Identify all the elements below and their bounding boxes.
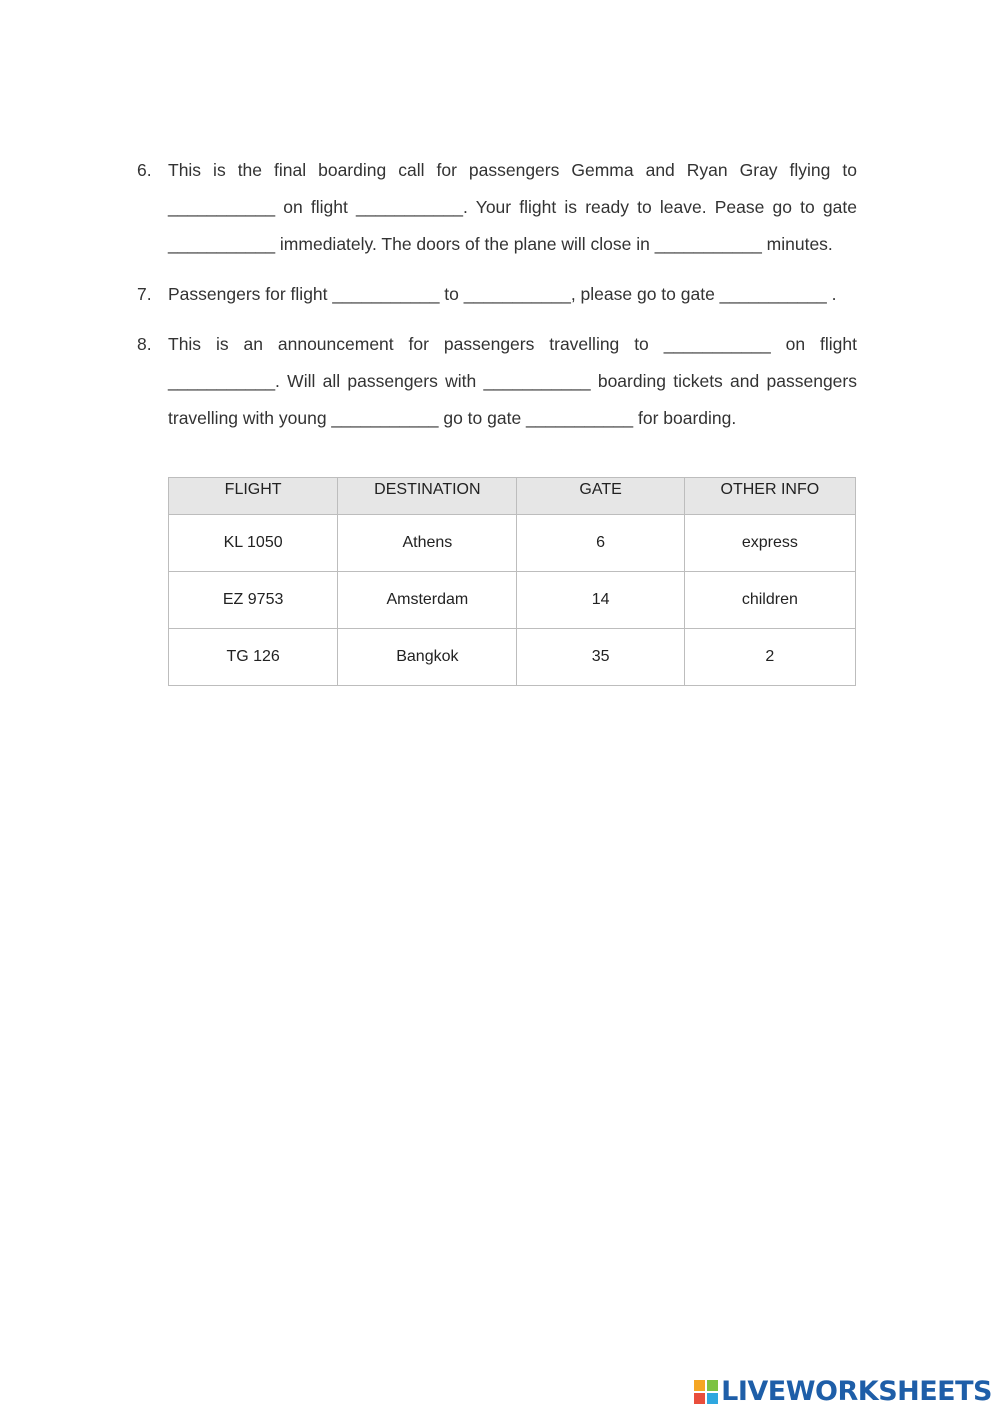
question-number: 8. bbox=[137, 334, 152, 354]
table-row bbox=[169, 629, 856, 686]
brand-name: LIVEWORKSHEETS bbox=[721, 1376, 992, 1407]
cell-flight: EZ 9753 bbox=[169, 572, 338, 629]
cell-other-info: children bbox=[684, 572, 855, 629]
cell-gate: 35 bbox=[517, 629, 684, 686]
logo-squares-icon bbox=[694, 1380, 718, 1404]
question-number: 7. bbox=[137, 284, 152, 304]
table-row bbox=[169, 515, 856, 572]
question-6 bbox=[137, 152, 857, 263]
question-text: This is the final boarding call for passengers Gemma and Ryan Gray flying to ___________ on flight ___________. Your flight is ready to leave. Pease go to gate ___________ immediately. The doors of the plane will close in ___________ minutes. bbox=[168, 160, 857, 254]
liveworksheets-logo bbox=[694, 1376, 992, 1407]
cell-gate: 14 bbox=[517, 572, 684, 629]
cell-flight: TG 126 bbox=[169, 629, 338, 686]
question-text: Passengers for flight ___________ to ___________, please go to gate ___________ . bbox=[168, 284, 837, 304]
question-8 bbox=[137, 326, 857, 437]
flight-table-container bbox=[168, 477, 856, 686]
header-gate: GATE bbox=[517, 478, 684, 515]
questions-list bbox=[137, 152, 857, 450]
question-text: This is an announcement for passengers travelling to ___________ on flight ___________. Will all passengers with ___________ boarding tickets and passengers travelling with young ___________ go to gate ___________ for boarding. bbox=[168, 334, 857, 428]
question-number: 6. bbox=[137, 160, 152, 180]
cell-other-info: 2 bbox=[684, 629, 855, 686]
cell-destination: Athens bbox=[338, 515, 517, 572]
header-destination: DESTINATION bbox=[338, 478, 517, 515]
cell-other-info: express bbox=[684, 515, 855, 572]
question-7 bbox=[137, 276, 857, 313]
cell-gate: 6 bbox=[517, 515, 684, 572]
flight-table bbox=[168, 477, 856, 686]
table-header-row bbox=[169, 478, 856, 515]
cell-destination: Bangkok bbox=[338, 629, 517, 686]
header-other-info: OTHER INFO bbox=[684, 478, 855, 515]
cell-flight: KL 1050 bbox=[169, 515, 338, 572]
table-row bbox=[169, 572, 856, 629]
header-flight: FLIGHT bbox=[169, 478, 338, 515]
cell-destination: Amsterdam bbox=[338, 572, 517, 629]
